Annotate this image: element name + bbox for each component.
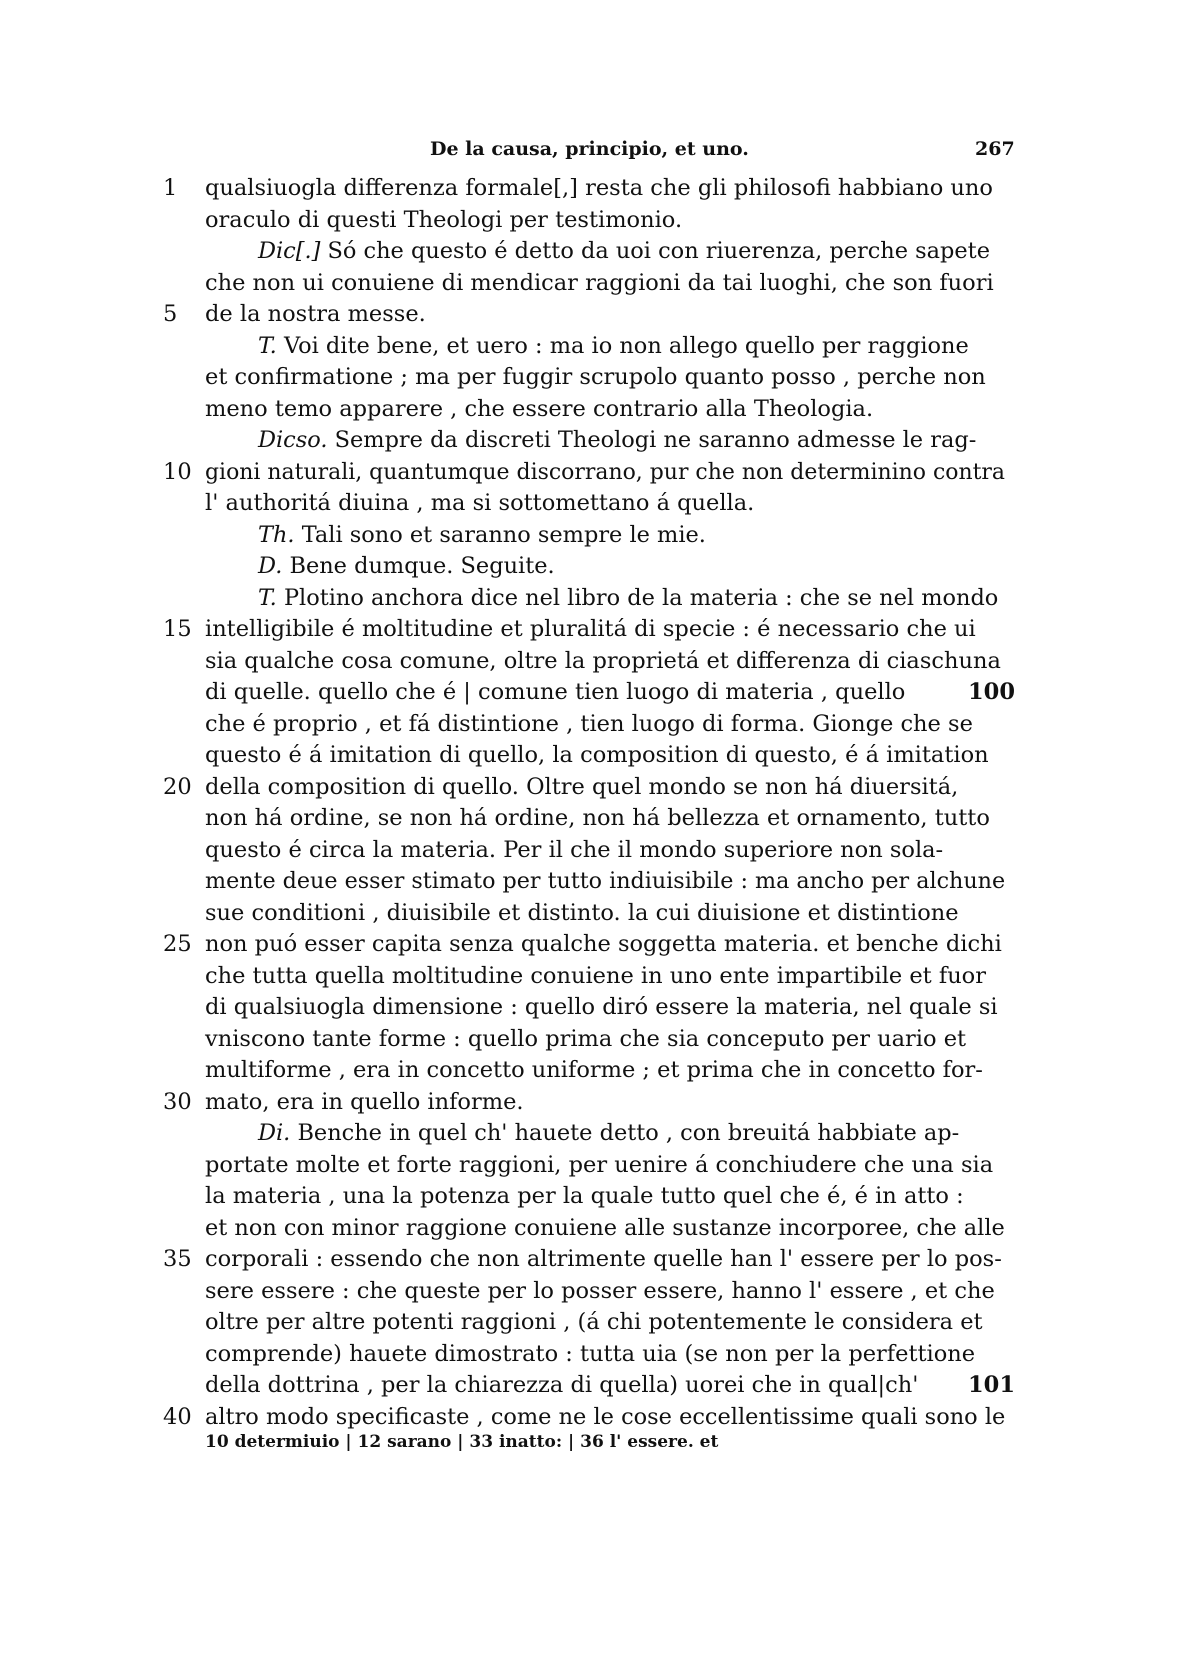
- text-line: [0, 425, 1179, 457]
- line-text: altro modo specificaste , come ne le cose eccellentissime quali sono le: [205, 1403, 1006, 1430]
- line-text: gioni naturali, quantumque discorrano, pur che non determinino contra: [205, 458, 1006, 485]
- line-text: di qualsiuogla dimensione : quello diró essere la materia, nel quale si: [205, 994, 998, 1020]
- text-line: [0, 646, 1179, 678]
- text-line: [0, 1024, 1179, 1056]
- line-number: 20: [163, 773, 192, 800]
- line-text: qualsiuogla differenza formale[,] resta che gli philosofi habbiano uno: [205, 175, 993, 201]
- speaker-label: Dicso.: [258, 427, 328, 453]
- text-line: [0, 1307, 1179, 1339]
- line-text: meno temo apparere , che essere contrario alla Theologia.: [205, 395, 874, 422]
- text-line: [0, 299, 1179, 331]
- line-number: 40: [163, 1403, 192, 1430]
- line-text: portate molte et forte raggioni, per uenire á conchiudere che una sia: [205, 1151, 994, 1178]
- line-number: 35: [163, 1246, 192, 1272]
- text-line: [0, 898, 1179, 930]
- text-line: [0, 205, 1179, 237]
- line-text: non puó esser capita senza qualche soggetta materia. et benche dichi: [205, 931, 1002, 957]
- text-line: [0, 835, 1179, 867]
- line-number: 15: [163, 616, 192, 642]
- line-text: oraculo di questi Theologi per testimonio.: [205, 206, 683, 233]
- line-text: vniscono tante forme : quello prima che sia conceputo per uario et: [205, 1025, 967, 1052]
- text-line: [0, 394, 1179, 426]
- line-text: Tali sono et saranno sempre le mie.: [301, 521, 706, 548]
- line-text: comprende) hauete dimostrato : tutta uia (se non per la perfettione: [205, 1340, 976, 1367]
- line-text: questo é á imitation di quello, la composition di questo, é á imitation: [205, 742, 989, 768]
- line-text: Sempre da discreti Theologi ne saranno admesse le rag-: [334, 427, 977, 453]
- line-text: de la nostra messe.: [205, 301, 426, 327]
- line-number: 30: [163, 1088, 192, 1115]
- line-text: che é proprio , et fá distintione , tien luogo di forma. Gionge che se: [205, 710, 973, 737]
- line-text: multiforme , era in concetto uniforme ; et prima che in concetto for-: [205, 1057, 983, 1083]
- line-text: Só che questo é detto da uoi con riuerenza, perche sapete: [327, 238, 990, 264]
- speaker-label: D.: [258, 553, 283, 579]
- line-text: Voi dite bene, et uero : ma io non allego quello per raggione: [283, 332, 969, 359]
- line-number: 1: [163, 175, 178, 201]
- text-line: [0, 457, 1179, 489]
- line-number: 5: [163, 301, 178, 327]
- text-line: [0, 362, 1179, 394]
- line-text: sere essere : che queste per lo posser essere, hanno l' essere , et che: [205, 1277, 995, 1304]
- text-line: [0, 866, 1179, 898]
- text-line: [0, 614, 1179, 646]
- line-text: che non ui conuiene di mendicar raggioni da tai luoghi, che son fuori: [205, 269, 994, 296]
- text-line: [0, 1055, 1179, 1087]
- text-line: [0, 1244, 1179, 1276]
- text-line: [0, 992, 1179, 1024]
- text-line: [0, 772, 1179, 804]
- line-text: Plotino anchora dice nel libro de la materia : che se nel mondo: [283, 584, 999, 611]
- text-line: [0, 488, 1179, 520]
- line-number: 25: [163, 931, 192, 957]
- line-text: l' authoritá diuina , ma si sottomettano á quella.: [205, 490, 755, 516]
- line-text: della dottrina , per la chiarezza di quella) uorei che in qual|ch': [205, 1372, 919, 1398]
- line-text: mente deue esser stimato per tutto indiuisibile : ma ancho per alchune: [205, 868, 1006, 894]
- text-line: [0, 173, 1179, 205]
- text-line: [0, 929, 1179, 961]
- line-text: intelligibile é moltitudine et pluralitá di specie : é necessario che ui: [205, 616, 976, 642]
- text-line: [0, 1087, 1179, 1119]
- margin-page-reference: 101: [968, 1372, 1015, 1398]
- text-line: [0, 268, 1179, 300]
- line-text: non há ordine, se non há ordine, non há bellezza et ornamento, tutto: [205, 805, 990, 831]
- running-header: [0, 134, 1179, 168]
- line-text: sia qualche cosa comune, oltre la proprietá et differenza di ciaschuna: [205, 647, 1001, 674]
- line-text: questo é circa la materia. Per il che il mondo superiore non sola-: [205, 836, 944, 863]
- speaker-label: Di.: [258, 1120, 291, 1146]
- text-line: [0, 803, 1179, 835]
- footnote-apparatus: 10 determiuio | 12 sarano | 33 inatto: | 36 l' essere. et: [205, 1432, 719, 1452]
- text-line: [0, 1118, 1179, 1150]
- speaker-label: T.: [258, 584, 277, 611]
- margin-page-reference: 100: [968, 679, 1015, 705]
- text-line: [0, 551, 1179, 583]
- text-line: [0, 1402, 1179, 1434]
- text-line: [0, 583, 1179, 615]
- text-line: [0, 1181, 1179, 1213]
- text-line: [0, 1213, 1179, 1245]
- line-text: che tutta quella moltitudine conuiene in uno ente impartibile et fuor: [205, 962, 986, 989]
- line-text: Bene dumque. Seguite.: [289, 553, 555, 579]
- line-text: oltre per altre potenti raggioni , (á chi potentemente le considera et: [205, 1309, 983, 1335]
- text-line: [0, 740, 1179, 772]
- line-text: corporali : essendo che non altrimente quelle han l' essere per lo pos-: [205, 1246, 1002, 1272]
- line-text: Benche in quel ch' hauete detto , con breuitá habbiate ap-: [297, 1120, 960, 1146]
- line-text: et confirmatione ; ma per fuggir scrupolo quanto posso , perche non: [205, 364, 986, 390]
- page-number: 267: [975, 138, 1015, 160]
- line-text: mato, era in quello informe.: [205, 1088, 524, 1115]
- text-line: [0, 1276, 1179, 1308]
- text-block: [0, 173, 1179, 1433]
- running-title: De la causa, principio, et uno.: [430, 138, 749, 160]
- line-text: et non con minor raggione conuiene alle sustanze incorporee, che alle: [205, 1214, 1005, 1241]
- line-text: della composition di quello. Oltre quel mondo se non há diuersitá,: [205, 773, 959, 800]
- line-text: di quelle. quello che é | comune tien luogo di materia , quello: [205, 679, 906, 705]
- text-line: [0, 709, 1179, 741]
- text-line: [0, 1370, 1179, 1402]
- text-line: [0, 236, 1179, 268]
- speaker-label: T.: [258, 332, 277, 359]
- line-text: la materia , una la potenza per la quale tutto quel che é, é in atto :: [205, 1183, 964, 1209]
- text-line: [0, 677, 1179, 709]
- text-line: [0, 1150, 1179, 1182]
- text-line: [0, 1339, 1179, 1371]
- text-line: [0, 520, 1179, 552]
- text-line: [0, 331, 1179, 363]
- line-text: sue conditioni , diuisibile et distinto. la cui diuisione et distintione: [205, 899, 959, 926]
- speaker-label: Th.: [258, 521, 295, 548]
- line-number: 10: [163, 458, 192, 485]
- text-line: [0, 961, 1179, 993]
- speaker-label: Dic[.]: [258, 238, 321, 264]
